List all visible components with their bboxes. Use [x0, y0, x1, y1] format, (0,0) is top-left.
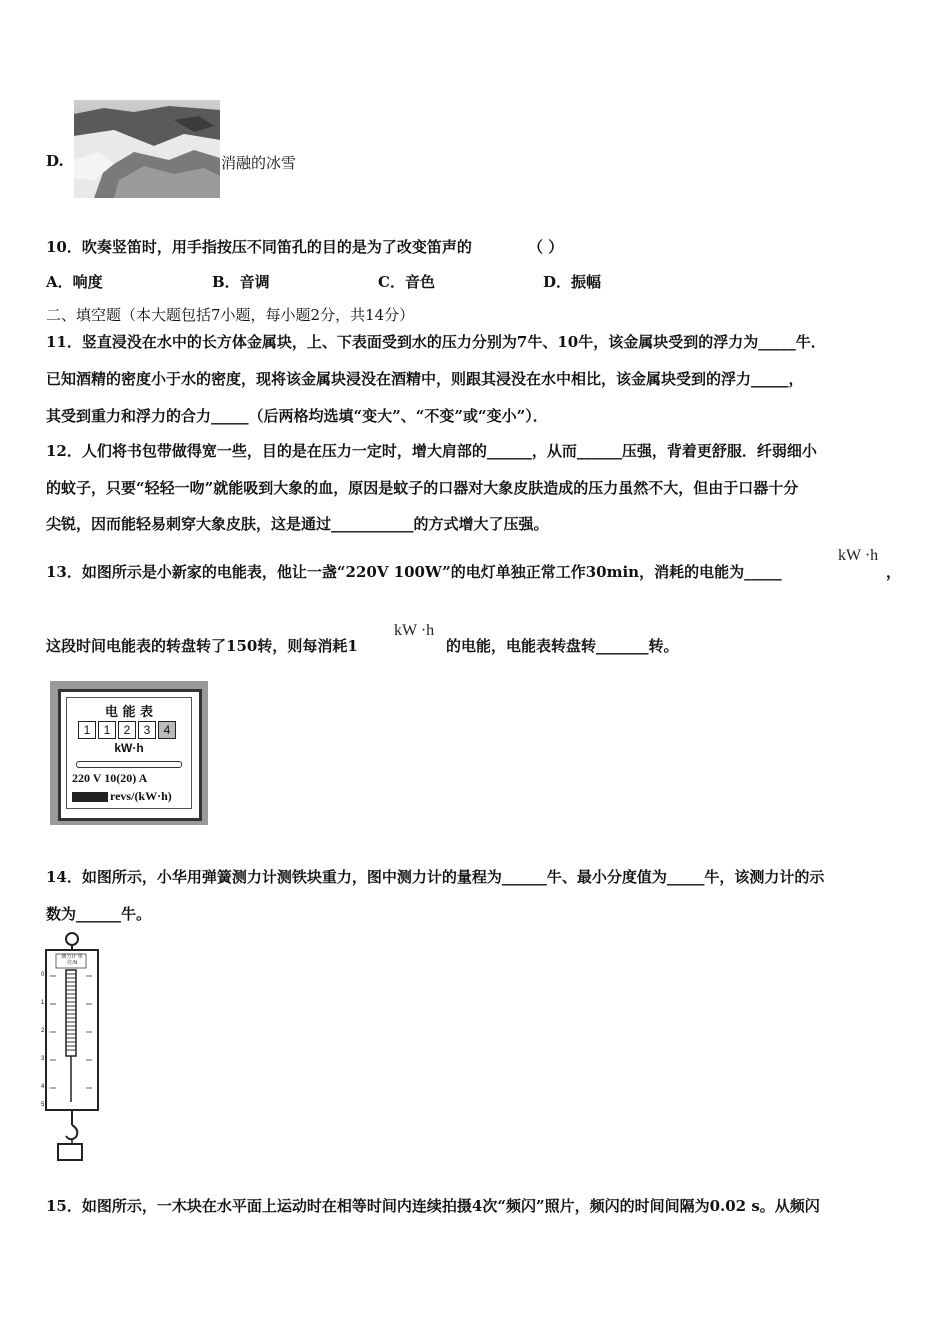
q13-line1: 13．如图所示是小新家的电能表，他让一盏“220V 100W”的电灯单独正常工作30min，消耗的电能为_____ — [46, 563, 782, 581]
meter-digit: 2 — [118, 721, 136, 739]
q13-unit1: kW ·h — [838, 547, 879, 564]
meter-rating: 220 V 10(20) A — [72, 771, 148, 785]
meter-unit: kW·h — [114, 741, 144, 755]
q10-bracket: （ ） — [528, 238, 564, 256]
scale-tick-label: 0 — [41, 972, 45, 978]
q13-line2b: 的电能，电能表转盘转_______转。 — [446, 637, 679, 655]
option-d-letter: D. — [46, 152, 64, 170]
q12-line2: 的蚊子，只要“轻轻一吻”就能吸到大象的血，原因是蚊子的口器对大象皮肤造成的压力虽然不大，但由于口器十分 — [46, 479, 799, 497]
q10-option-b: B．音调 — [212, 273, 270, 291]
spring-scale-figure — [40, 930, 104, 1170]
meter-digit: 1 — [78, 721, 96, 739]
scale-tick-label: 1 — [41, 1000, 45, 1006]
q12-line1: 12．人们将书包带做得宽一些，目的是在压力一定时，增大肩部的______，从而______压强，背着更舒服．纤弱细小 — [46, 442, 817, 460]
scale-tick-label: 5 — [41, 1102, 45, 1108]
meter-revs: revs/(kW·h) — [110, 789, 172, 803]
q12-line3: 尖锐，因而能轻易刺穿大象皮肤，这是通过___________的方式增大了压强。 — [46, 515, 549, 533]
gauge-label: 测力计 单位:N — [61, 954, 83, 966]
q11-line1: 11．竖直浸没在水中的长方体金属块，上、下表面受到水的压力分别为7牛、10牛，该金属块受到的浮力为_____牛． — [46, 333, 826, 351]
electricity-meter-figure — [50, 681, 208, 825]
q13-comma: ， — [886, 563, 902, 581]
meter-digit: 1 — [98, 721, 116, 739]
meter-title: 电 能 表 — [104, 705, 154, 720]
scale-tick-label: 4 — [41, 1084, 45, 1090]
scale-tick-label: 2 — [41, 1028, 45, 1034]
section-heading: 二、填空题（本大题包括7小题，每小题2分，共14分） — [46, 306, 415, 324]
option-d-text: 消融的冰雪 — [221, 154, 297, 172]
q14-line2: 数为______牛。 — [46, 905, 152, 923]
meter-disc — [76, 761, 182, 768]
q15-line1: 15．如图所示，一木块在水平面上运动时在相等时间内连续拍摄4次“频闪”照片，频闪的时间间隔为0.02 s。从频闪 — [46, 1197, 820, 1215]
scale-tick-label: 3 — [41, 1056, 45, 1062]
q13-line2a: 这段时间电能表的转盘转了150转，则每消耗1 — [46, 637, 358, 655]
q13-unit2: kW ·h — [394, 622, 435, 639]
q10-option-c: C．音色 — [378, 273, 435, 291]
meter-digits — [78, 721, 176, 739]
meter-digit: 4 — [158, 721, 176, 739]
q10-option-a: A．响度 — [46, 273, 103, 291]
q11-line3: 其受到重力和浮力的合力_____（后两格均选填“变大”、“不变”或“变小”）． — [46, 407, 548, 425]
melting-snow-photo — [74, 100, 220, 198]
q14-line1: 14．如图所示，小华用弹簧测力计测铁块重力，图中测力计的量程为______牛、最小分度值为_____牛，该测力计的示 — [46, 868, 825, 886]
q10-option-d: D．振幅 — [543, 273, 602, 291]
q11-line2: 已知酒精的密度小于水的密度，现将该金属块浸没在酒精中，则跟其浸没在水中相比，该金属块受到的浮力_____， — [46, 370, 804, 388]
q10-stem: 10．吹奏竖笛时，用手指按压不同笛孔的目的是为了改变笛声的 — [46, 238, 472, 256]
meter-constant-box — [72, 792, 108, 802]
meter-digit: 3 — [138, 721, 156, 739]
